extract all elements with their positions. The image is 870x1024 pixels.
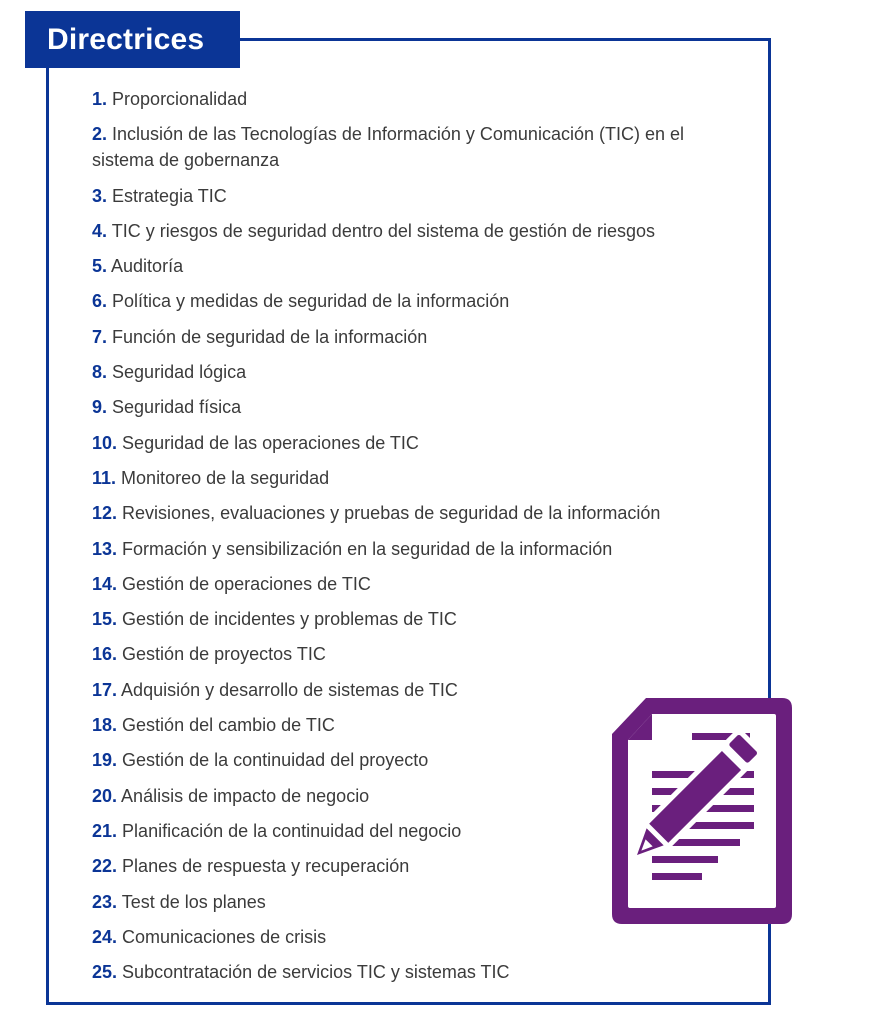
list-item xyxy=(92,465,742,491)
item-text: Seguridad lógica xyxy=(112,362,247,383)
item-number: 18. xyxy=(92,715,118,736)
list-item xyxy=(92,536,742,562)
list-item xyxy=(92,324,742,350)
list-item xyxy=(92,571,742,597)
list-item xyxy=(92,183,742,209)
list-item xyxy=(92,606,742,632)
item-number: 5. xyxy=(92,256,108,277)
item-number: 13. xyxy=(92,538,118,559)
item-text: Gestión de operaciones de TIC xyxy=(122,573,371,594)
item-text: Planificación de la continuidad del negocio xyxy=(122,820,462,841)
item-text: Seguridad física xyxy=(112,397,242,418)
item-text: Adquisión y desarrollo de sistemas de TIC xyxy=(121,679,458,700)
item-text: Proporcionalidad xyxy=(112,89,248,109)
list-item xyxy=(92,218,742,244)
document-pencil-icon xyxy=(606,694,858,926)
item-number: 1. xyxy=(92,89,108,109)
list-item xyxy=(92,86,742,112)
item-number: 7. xyxy=(92,326,108,347)
list-item xyxy=(92,121,742,173)
item-text: TIC y riesgos de seguridad dentro del sistema de gestión de riesgos xyxy=(111,220,655,241)
item-text: Auditoría xyxy=(111,256,184,277)
item-number: 19. xyxy=(92,750,118,771)
item-text: Estrategia TIC xyxy=(112,185,227,206)
item-text: Política y medidas de seguridad de la información xyxy=(112,291,510,312)
item-number: 21. xyxy=(92,820,118,841)
item-text: Monitoreo de la seguridad xyxy=(121,467,330,488)
item-text: Función de seguridad de la información xyxy=(112,326,428,347)
item-number: 6. xyxy=(92,291,108,312)
item-number: 25. xyxy=(92,962,118,983)
page-title: Directrices xyxy=(25,11,240,68)
item-number: 23. xyxy=(92,891,118,912)
item-text: Gestión de proyectos TIC xyxy=(122,644,326,665)
item-number: 2. xyxy=(92,124,108,145)
item-text: Comunicaciones de crisis xyxy=(122,926,327,947)
item-text: Planes de respuesta y recuperación xyxy=(122,856,410,877)
item-text: Gestión de la continuidad del proyecto xyxy=(122,750,429,771)
item-text: Inclusión de las Tecnologías de Información y Comunicación (TIC) en el sistema de gobernanza xyxy=(92,124,684,171)
item-number: 3. xyxy=(92,185,108,206)
list-item xyxy=(92,924,742,950)
list-item xyxy=(92,430,742,456)
item-text: Análisis de impacto de negocio xyxy=(121,785,370,806)
item-text: Revisiones, evaluaciones y pruebas de seguridad de la información xyxy=(122,503,661,524)
item-number: 22. xyxy=(92,856,118,877)
item-number: 24. xyxy=(92,926,118,947)
item-number: 8. xyxy=(92,362,108,383)
item-number: 10. xyxy=(92,432,118,453)
item-number: 4. xyxy=(92,220,108,241)
item-number: 16. xyxy=(92,644,118,665)
item-number: 17. xyxy=(92,679,118,700)
item-text: Formación y sensibilización en la seguridad de la información xyxy=(122,538,613,559)
item-number: 11. xyxy=(92,467,117,488)
item-text: Gestión de incidentes y problemas de TIC xyxy=(122,609,457,630)
item-number: 9. xyxy=(92,397,108,418)
list-item xyxy=(92,959,742,985)
list-item xyxy=(92,288,742,314)
list-item xyxy=(92,641,742,667)
item-number: 15. xyxy=(92,609,118,630)
item-number: 14. xyxy=(92,573,118,594)
item-number: 20. xyxy=(92,785,118,806)
list-item xyxy=(92,359,742,385)
list-item xyxy=(92,394,742,420)
item-number: 12. xyxy=(92,503,118,524)
item-text: Test de los planes xyxy=(121,891,266,912)
item-text: Gestión del cambio de TIC xyxy=(122,715,335,736)
list-item xyxy=(92,500,742,526)
item-text: Subcontratación de servicios TIC y sistemas TIC xyxy=(122,962,510,983)
list-item xyxy=(92,253,742,279)
item-text: Seguridad de las operaciones de TIC xyxy=(122,432,419,453)
